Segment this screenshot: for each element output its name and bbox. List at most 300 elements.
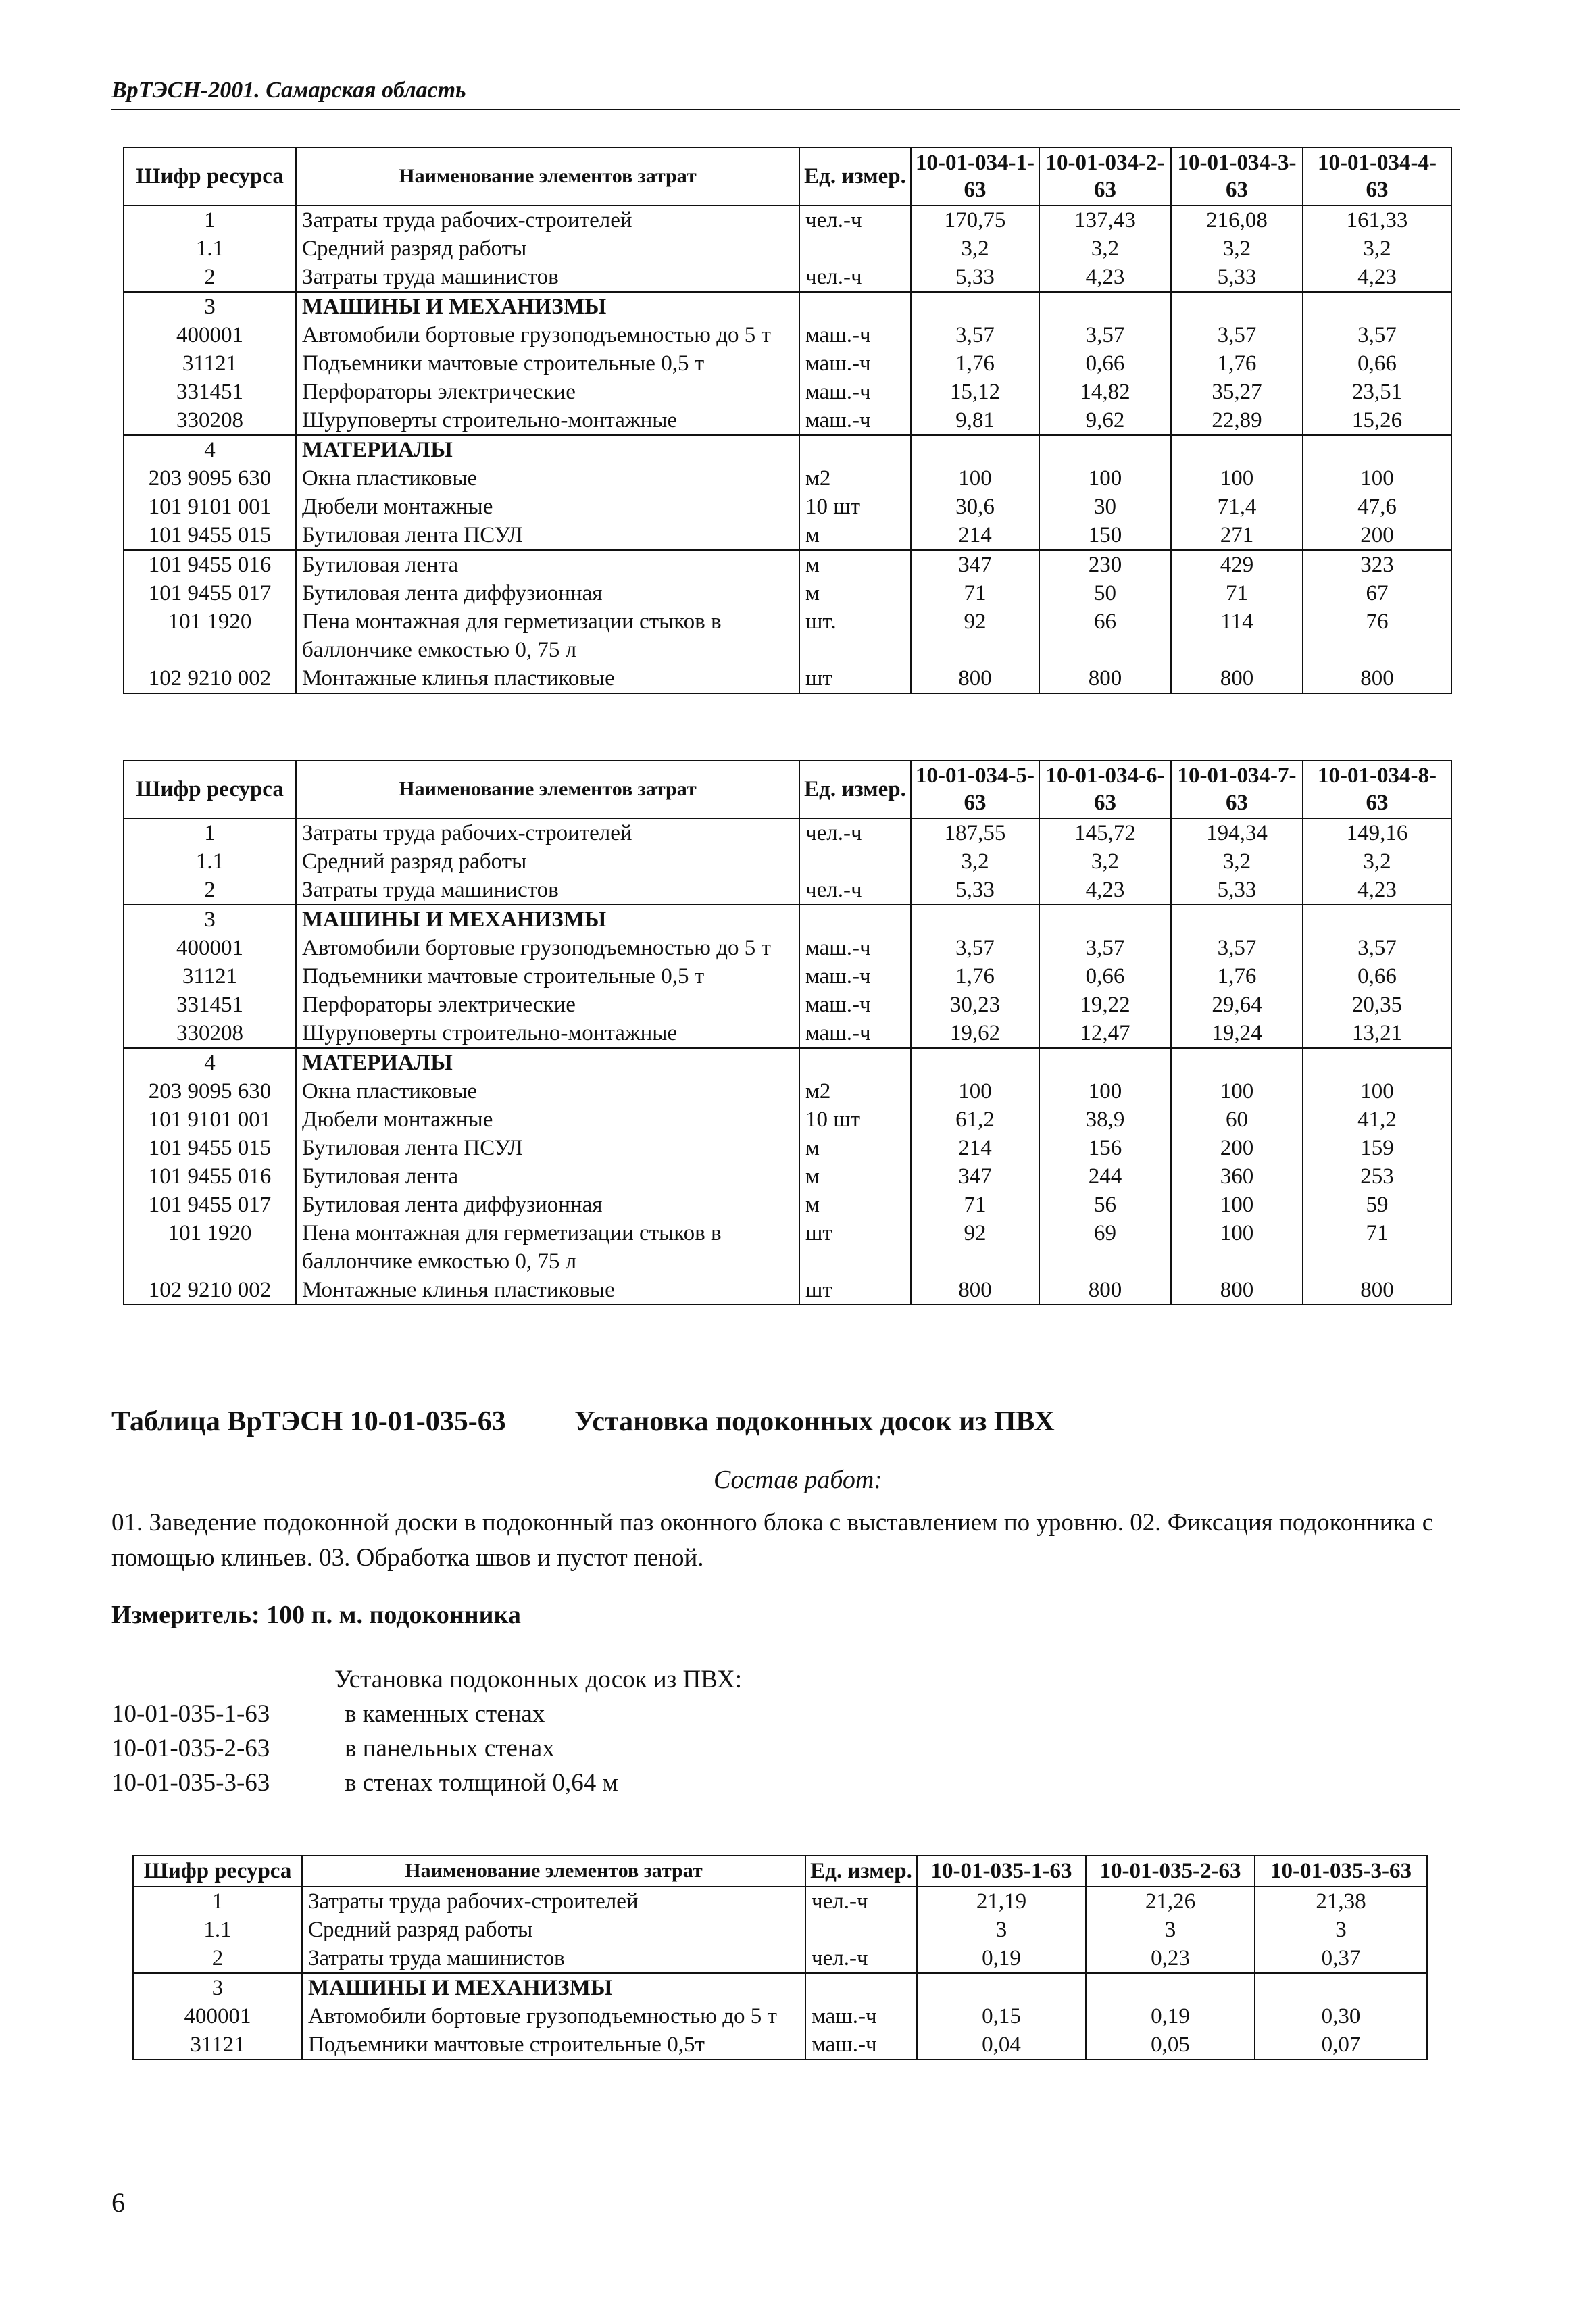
- cost-item-name: Затраты труда рабочих-строителей: [296, 818, 799, 847]
- unit-cell: шт: [799, 1276, 911, 1305]
- table-row: [124, 234, 1451, 263]
- variant-code: 10-01-035-1-63: [111, 1700, 270, 1728]
- value-cell: 150: [1039, 521, 1171, 550]
- table-row: [124, 378, 1451, 406]
- value-cell: 3,2: [1171, 234, 1303, 263]
- variant-text: в каменных стенах: [345, 1700, 545, 1728]
- column-header: Шифр ресурса: [124, 760, 296, 818]
- value-cell: 3: [1086, 1916, 1255, 1944]
- column-header: 10-01-034-2-63: [1039, 147, 1171, 205]
- header-row: [133, 1856, 1427, 1887]
- value-cell: 100: [911, 464, 1039, 493]
- value-cell: 3,2: [1303, 847, 1451, 876]
- empty-cell: [1171, 435, 1303, 464]
- value-cell: 0,05: [1086, 2031, 1255, 2060]
- resource-code: 101 1920: [124, 607, 296, 664]
- value-cell: 271: [1171, 521, 1303, 550]
- composition-text: 01. Заведение подоконной доски в подоконный паз оконного блока с выставлением по уровню. 02. Фиксация подоконника с помощью клиньев. 03. Обработка швов и пустот пеной.: [111, 1509, 1434, 1572]
- value-cell: 100: [911, 1077, 1039, 1105]
- value-cell: 0,37: [1255, 1944, 1427, 1973]
- value-cell: 20,35: [1303, 991, 1451, 1019]
- value-cell: 22,89: [1171, 406, 1303, 435]
- value-cell: 38,9: [1039, 1105, 1171, 1134]
- empty-cell: [1171, 292, 1303, 321]
- table-row: [124, 847, 1451, 876]
- value-cell: 0,66: [1303, 962, 1451, 991]
- value-cell: 0,07: [1255, 2031, 1427, 2060]
- value-cell: 3,2: [1039, 847, 1171, 876]
- column-header: Шифр ресурса: [124, 147, 296, 205]
- empty-cell: [911, 435, 1039, 464]
- value-cell: 3,2: [1303, 234, 1451, 263]
- cost-item-name: Подъемники мачтовые строительные 0,5т: [302, 2031, 805, 2060]
- value-cell: 23,51: [1303, 378, 1451, 406]
- value-cell: 71,4: [1171, 493, 1303, 521]
- table-035-name: Установка подоконных досок из ПВХ: [574, 1406, 1055, 1437]
- resource-code: 1: [133, 1887, 302, 1916]
- value-cell: 15,26: [1303, 406, 1451, 435]
- unit-cell: м: [799, 550, 911, 579]
- unit-cell: [799, 847, 911, 876]
- resource-code: 31121: [124, 349, 296, 378]
- value-cell: 347: [911, 1162, 1039, 1191]
- cost-item-name: Затраты труда машинистов: [302, 1944, 805, 1973]
- section-code: 4: [124, 435, 296, 464]
- header-row: [124, 760, 1451, 818]
- unit-cell: маш.-ч: [799, 1019, 911, 1048]
- value-cell: 100: [1171, 1219, 1303, 1276]
- value-cell: 3,57: [1171, 934, 1303, 962]
- value-cell: 3,57: [1039, 934, 1171, 962]
- value-cell: 100: [1303, 464, 1451, 493]
- value-cell: 429: [1171, 550, 1303, 579]
- value-cell: 71: [1171, 579, 1303, 607]
- empty-cell: [911, 292, 1039, 321]
- value-cell: 3,57: [1039, 321, 1171, 349]
- section-row: [124, 905, 1451, 934]
- section-code: 3: [124, 905, 296, 934]
- resource-code: 31121: [124, 962, 296, 991]
- table-row: [124, 579, 1451, 607]
- cost-item-name: Дюбели монтажные: [296, 1105, 799, 1134]
- unit-cell: маш.-ч: [805, 2002, 917, 2031]
- resource-code: 101 9455 017: [124, 579, 296, 607]
- resource-code: 203 9095 630: [124, 464, 296, 493]
- value-cell: 21,38: [1255, 1887, 1427, 1916]
- value-cell: 9,62: [1039, 406, 1171, 435]
- unit-cell: шт: [799, 664, 911, 693]
- value-cell: 3,2: [911, 234, 1039, 263]
- section-row: [124, 435, 1451, 464]
- resource-code: 400001: [124, 321, 296, 349]
- cost-item-name: Дюбели монтажные: [296, 493, 799, 521]
- column-header: Наименование элементов затрат: [296, 760, 799, 818]
- value-cell: 71: [1303, 1219, 1451, 1276]
- section-code: 3: [133, 1973, 302, 2002]
- value-cell: 347: [911, 550, 1039, 579]
- value-cell: 214: [911, 521, 1039, 550]
- resource-code: 400001: [124, 934, 296, 962]
- table-row: [133, 1916, 1427, 1944]
- table-row: [133, 1944, 1427, 1973]
- value-cell: 0,19: [917, 1944, 1086, 1973]
- value-cell: 3,2: [911, 847, 1039, 876]
- value-cell: 19,62: [911, 1019, 1039, 1048]
- table-row: [124, 934, 1451, 962]
- table-row: [124, 321, 1451, 349]
- cost-item-name: Средний разряд работы: [296, 234, 799, 263]
- list-item: [111, 1766, 742, 1800]
- empty-cell: [799, 435, 911, 464]
- table-row: [124, 464, 1451, 493]
- resource-code: 330208: [124, 1019, 296, 1048]
- value-cell: 47,6: [1303, 493, 1451, 521]
- page-number: 6: [111, 2187, 125, 2218]
- unit-cell: чел.-ч: [799, 205, 911, 234]
- composition-heading: Состав работ:: [713, 1466, 883, 1494]
- resource-code: 31121: [133, 2031, 302, 2060]
- cost-table-034-5-8: [123, 760, 1452, 1305]
- variant-code: 10-01-035-3-63: [111, 1769, 270, 1797]
- section-title: МАТЕРИАЛЫ: [296, 1048, 799, 1077]
- section-code: 4: [124, 1048, 296, 1077]
- unit-cell: маш.-ч: [799, 991, 911, 1019]
- resource-code: 101 1920: [124, 1219, 296, 1276]
- value-cell: 35,27: [1171, 378, 1303, 406]
- value-cell: 30: [1039, 493, 1171, 521]
- table-row: [124, 521, 1451, 550]
- unit-cell: [799, 234, 911, 263]
- cost-item-name: Шуруповерты строительно-монтажные: [296, 406, 799, 435]
- value-cell: 0,04: [917, 2031, 1086, 2060]
- table-row: [124, 493, 1451, 521]
- unit-cell: м2: [799, 1077, 911, 1105]
- value-cell: 216,08: [1171, 205, 1303, 234]
- value-cell: 21,19: [917, 1887, 1086, 1916]
- table-row: [124, 962, 1451, 991]
- table-row: [124, 1019, 1451, 1048]
- resource-code: 203 9095 630: [124, 1077, 296, 1105]
- column-header: Ед. измер.: [805, 1856, 917, 1887]
- cost-item-name: Окна пластиковые: [296, 464, 799, 493]
- variant-text: в стенах толщиной 0,64 м: [345, 1769, 618, 1797]
- table-row: [133, 2002, 1427, 2031]
- variants-list: [111, 1662, 742, 1800]
- value-cell: 170,75: [911, 205, 1039, 234]
- value-cell: 76: [1303, 607, 1451, 664]
- value-cell: 1,76: [911, 349, 1039, 378]
- cost-item-name: Бутиловая лента ПСУЛ: [296, 1134, 799, 1162]
- empty-cell: [799, 292, 911, 321]
- column-header: 10-01-034-5-63: [911, 760, 1039, 818]
- unit-cell: м: [799, 521, 911, 550]
- cost-item-name: Затраты труда машинистов: [296, 263, 799, 292]
- column-header: 10-01-034-8-63: [1303, 760, 1451, 818]
- cost-item-name: Монтажные клинья пластиковые: [296, 1276, 799, 1305]
- value-cell: 4,23: [1303, 263, 1451, 292]
- table-row: [133, 2031, 1427, 2060]
- value-cell: 3: [917, 1916, 1086, 1944]
- unit-cell: чел.-ч: [805, 1887, 917, 1916]
- value-cell: 19,22: [1039, 991, 1171, 1019]
- value-cell: 1,76: [1171, 962, 1303, 991]
- cost-item-name: Бутиловая лента диффузионная: [296, 579, 799, 607]
- value-cell: 3,2: [1039, 234, 1171, 263]
- value-cell: 253: [1303, 1162, 1451, 1191]
- value-cell: 214: [911, 1134, 1039, 1162]
- variant-code: 10-01-035-2-63: [111, 1735, 270, 1762]
- section-title: МАШИНЫ И МЕХАНИЗМЫ: [296, 905, 799, 934]
- table-row: [124, 1077, 1451, 1105]
- value-cell: 29,64: [1171, 991, 1303, 1019]
- value-cell: 1,76: [911, 962, 1039, 991]
- value-cell: 59: [1303, 1191, 1451, 1219]
- unit-cell: м: [799, 1191, 911, 1219]
- header-row: [124, 147, 1451, 205]
- column-header: Наименование элементов затрат: [302, 1856, 805, 1887]
- table-row: [124, 607, 1451, 664]
- value-cell: 61,2: [911, 1105, 1039, 1134]
- value-cell: 3,2: [1171, 847, 1303, 876]
- value-cell: 100: [1171, 464, 1303, 493]
- resource-code: 101 9455 015: [124, 521, 296, 550]
- value-cell: 12,47: [1039, 1019, 1171, 1048]
- value-cell: 187,55: [911, 818, 1039, 847]
- value-cell: 0,66: [1039, 349, 1171, 378]
- empty-cell: [799, 905, 911, 934]
- value-cell: 66: [1039, 607, 1171, 664]
- unit-cell: шт.: [799, 607, 911, 664]
- empty-cell: [1039, 905, 1171, 934]
- value-cell: 800: [1039, 1276, 1171, 1305]
- table-035-code: Таблица ВрТЭСН 10-01-035-63: [111, 1406, 506, 1437]
- cost-item-name: Автомобили бортовые грузоподъемностью до 5 т: [296, 321, 799, 349]
- resource-code: 102 9210 002: [124, 1276, 296, 1305]
- value-cell: 244: [1039, 1162, 1171, 1191]
- table-row: [124, 1134, 1451, 1162]
- cost-item-name: Автомобили бортовые грузоподъемностью до 5 т: [302, 2002, 805, 2031]
- resource-code: 101 9455 015: [124, 1134, 296, 1162]
- resource-code: 2: [124, 876, 296, 905]
- value-cell: 100: [1171, 1191, 1303, 1219]
- empty-cell: [1086, 1973, 1255, 2002]
- value-cell: 800: [1303, 664, 1451, 693]
- table-row: [124, 1191, 1451, 1219]
- value-cell: 71: [911, 1191, 1039, 1219]
- empty-cell: [1171, 905, 1303, 934]
- cost-table-035: [132, 1855, 1428, 2060]
- value-cell: 3,57: [911, 321, 1039, 349]
- value-cell: 800: [1039, 664, 1171, 693]
- unit-cell: маш.-ч: [799, 962, 911, 991]
- value-cell: 60: [1171, 1105, 1303, 1134]
- value-cell: 21,26: [1086, 1887, 1255, 1916]
- value-cell: 15,12: [911, 378, 1039, 406]
- empty-cell: [917, 1973, 1086, 2002]
- section-title: МАШИНЫ И МЕХАНИЗМЫ: [302, 1973, 805, 2002]
- value-cell: 114: [1171, 607, 1303, 664]
- value-cell: 71: [911, 579, 1039, 607]
- value-cell: 161,33: [1303, 205, 1451, 234]
- table-row: [124, 406, 1451, 435]
- unit-cell: 10 шт: [799, 493, 911, 521]
- value-cell: 800: [911, 1276, 1039, 1305]
- resource-code: 101 9101 001: [124, 493, 296, 521]
- column-header: 10-01-034-7-63: [1171, 760, 1303, 818]
- value-cell: 100: [1303, 1077, 1451, 1105]
- value-cell: 3,57: [911, 934, 1039, 962]
- column-header: 10-01-034-6-63: [1039, 760, 1171, 818]
- value-cell: 4,23: [1039, 876, 1171, 905]
- cost-item-name: Перфораторы электрические: [296, 991, 799, 1019]
- section-title: МАТЕРИАЛЫ: [296, 435, 799, 464]
- cost-item-name: Монтажные клинья пластиковые: [296, 664, 799, 693]
- cost-item-name: Автомобили бортовые грузоподъемностью до 5 т: [296, 934, 799, 962]
- empty-cell: [799, 1048, 911, 1077]
- empty-cell: [1303, 292, 1451, 321]
- value-cell: 194,34: [1171, 818, 1303, 847]
- resource-code: 1: [124, 205, 296, 234]
- table-row: [133, 1887, 1427, 1916]
- value-cell: 0,66: [1303, 349, 1451, 378]
- value-cell: 0,66: [1039, 962, 1171, 991]
- cost-item-name: Бутиловая лента: [296, 550, 799, 579]
- unit-cell: чел.-ч: [799, 876, 911, 905]
- value-cell: 5,33: [911, 876, 1039, 905]
- empty-cell: [911, 905, 1039, 934]
- cost-item-name: Средний разряд работы: [302, 1916, 805, 1944]
- empty-cell: [1039, 1048, 1171, 1077]
- table-row: [124, 1276, 1451, 1305]
- value-cell: 100: [1039, 464, 1171, 493]
- variant-text: в панельных стенах: [345, 1735, 555, 1762]
- cost-item-name: Затраты труда рабочих-строителей: [302, 1887, 805, 1916]
- value-cell: 100: [1039, 1077, 1171, 1105]
- section-row: [133, 1973, 1427, 2002]
- table-row: [124, 349, 1451, 378]
- value-cell: 41,2: [1303, 1105, 1451, 1134]
- value-cell: 3: [1255, 1916, 1427, 1944]
- value-cell: 230: [1039, 550, 1171, 579]
- unit-cell: чел.-ч: [799, 263, 911, 292]
- cost-item-name: Подъемники мачтовые строительные 0,5 т: [296, 349, 799, 378]
- empty-cell: [1303, 435, 1451, 464]
- column-header: Шифр ресурса: [133, 1856, 302, 1887]
- unit-cell: маш.-ч: [799, 349, 911, 378]
- value-cell: 30,6: [911, 493, 1039, 521]
- section-row: [124, 1048, 1451, 1077]
- variants-intro: Установка подоконных досок из ПВХ:: [334, 1666, 742, 1693]
- value-cell: 50: [1039, 579, 1171, 607]
- value-cell: 3,57: [1303, 934, 1451, 962]
- value-cell: 30,23: [911, 991, 1039, 1019]
- empty-cell: [1303, 905, 1451, 934]
- empty-cell: [1039, 292, 1171, 321]
- cost-item-name: Затраты труда рабочих-строителей: [296, 205, 799, 234]
- section-code: 3: [124, 292, 296, 321]
- value-cell: 0,15: [917, 2002, 1086, 2031]
- section-title: МАШИНЫ И МЕХАНИЗМЫ: [296, 292, 799, 321]
- cost-item-name: Бутиловая лента диффузионная: [296, 1191, 799, 1219]
- value-cell: 9,81: [911, 406, 1039, 435]
- cost-item-name: Средний разряд работы: [296, 847, 799, 876]
- value-cell: 5,33: [911, 263, 1039, 292]
- value-cell: 200: [1171, 1134, 1303, 1162]
- table-row: [124, 1219, 1451, 1276]
- value-cell: 159: [1303, 1134, 1451, 1162]
- unit-cell: [805, 1916, 917, 1944]
- unit-cell: шт: [799, 1219, 911, 1276]
- value-cell: 137,43: [1039, 205, 1171, 234]
- unit-cell: 10 шт: [799, 1105, 911, 1134]
- cost-item-name: Пена монтажная для герметизации стыков в баллончике емкостью 0, 75 л: [296, 607, 799, 664]
- unit-cell: маш.-ч: [799, 321, 911, 349]
- value-cell: 3,57: [1171, 321, 1303, 349]
- column-header: Ед. измер.: [799, 147, 911, 205]
- unit-cell: м: [799, 1134, 911, 1162]
- column-header: 10-01-034-1-63: [911, 147, 1039, 205]
- value-cell: 3,57: [1303, 321, 1451, 349]
- column-header: 10-01-035-2-63: [1086, 1856, 1255, 1887]
- resource-code: 101 9455 016: [124, 1162, 296, 1191]
- value-cell: 800: [911, 664, 1039, 693]
- section-row: [124, 292, 1451, 321]
- cost-item-name: Бутиловая лента ПСУЛ: [296, 521, 799, 550]
- measure-unit: Измеритель: 100 п. м. подоконника: [111, 1601, 521, 1629]
- empty-cell: [1303, 1048, 1451, 1077]
- value-cell: 323: [1303, 550, 1451, 579]
- value-cell: 92: [911, 1219, 1039, 1276]
- value-cell: 5,33: [1171, 263, 1303, 292]
- empty-cell: [1171, 1048, 1303, 1077]
- unit-cell: м: [799, 579, 911, 607]
- resource-code: 1.1: [124, 234, 296, 263]
- value-cell: 19,24: [1171, 1019, 1303, 1048]
- value-cell: 800: [1171, 1276, 1303, 1305]
- unit-cell: маш.-ч: [805, 2031, 917, 2060]
- unit-cell: чел.-ч: [799, 818, 911, 847]
- table-row: [124, 205, 1451, 234]
- cost-item-name: Перфораторы электрические: [296, 378, 799, 406]
- resource-code: 101 9455 016: [124, 550, 296, 579]
- cost-item-name: Шуруповерты строительно-монтажные: [296, 1019, 799, 1048]
- resource-code: 331451: [124, 378, 296, 406]
- table-035-title: [111, 1405, 1055, 1438]
- cost-item-name: Подъемники мачтовые строительные 0,5 т: [296, 962, 799, 991]
- value-cell: 149,16: [1303, 818, 1451, 847]
- table-row: [124, 1162, 1451, 1191]
- column-header: 10-01-035-1-63: [917, 1856, 1086, 1887]
- cost-item-name: Окна пластиковые: [296, 1077, 799, 1105]
- list-item: [111, 1697, 742, 1731]
- page-header: ВрТЭСН-2001. Самарская область: [111, 78, 1460, 110]
- unit-cell: м2: [799, 464, 911, 493]
- value-cell: 4,23: [1303, 876, 1451, 905]
- value-cell: 200: [1303, 521, 1451, 550]
- unit-cell: м: [799, 1162, 911, 1191]
- value-cell: 0,30: [1255, 2002, 1427, 2031]
- value-cell: 0,19: [1086, 2002, 1255, 2031]
- value-cell: 800: [1171, 664, 1303, 693]
- value-cell: 800: [1303, 1276, 1451, 1305]
- resource-code: 102 9210 002: [124, 664, 296, 693]
- resource-code: 1.1: [124, 847, 296, 876]
- value-cell: 67: [1303, 579, 1451, 607]
- table-row: [124, 991, 1451, 1019]
- cost-item-name: Пена монтажная для герметизации стыков в баллончике емкостью 0, 75 л: [296, 1219, 799, 1276]
- cost-item-name: Бутиловая лента: [296, 1162, 799, 1191]
- value-cell: 0,23: [1086, 1944, 1255, 1973]
